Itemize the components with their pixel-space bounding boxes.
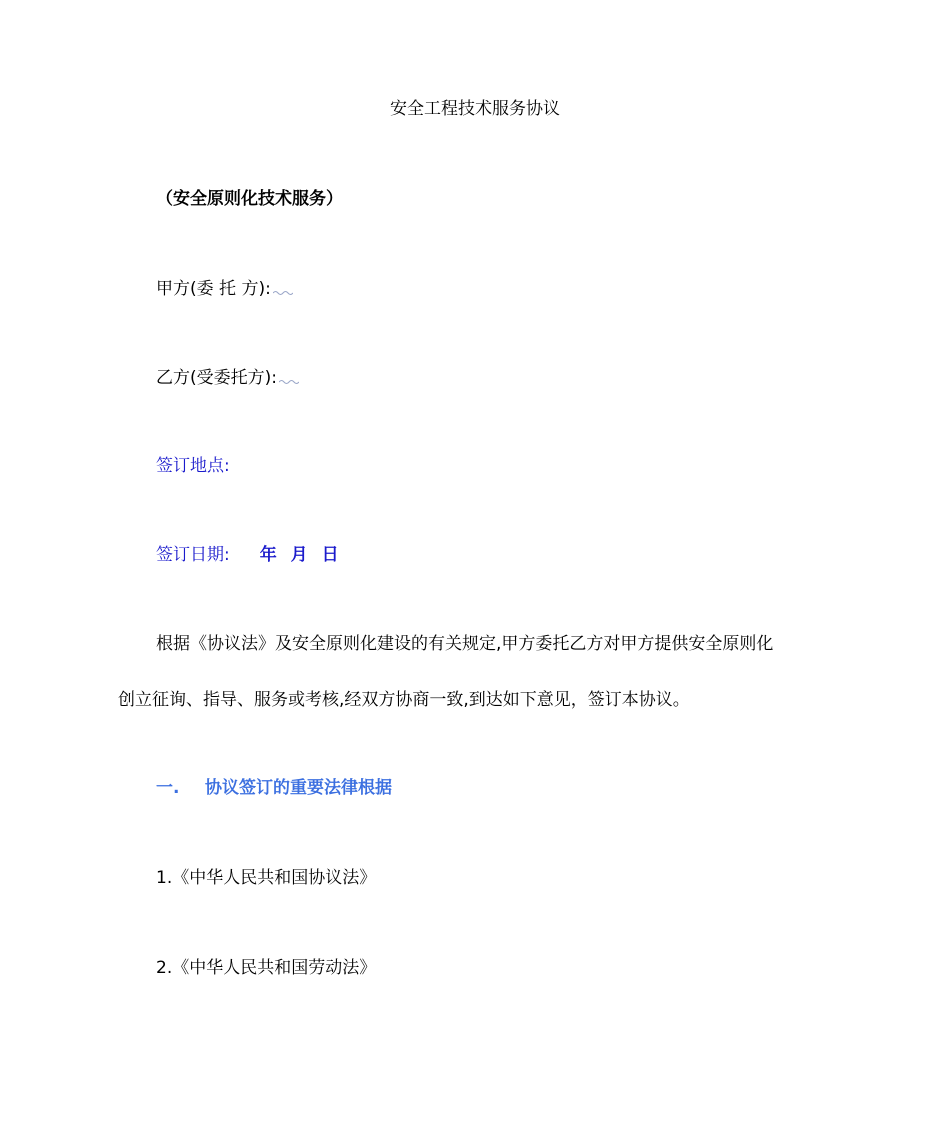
party-a-line: [156, 278, 293, 300]
party-a-label: 甲方(委 托 方):: [156, 279, 271, 299]
section-title: 协议签订的重要法律根据: [205, 778, 392, 798]
sign-place-line: [156, 455, 230, 477]
spellcheck-squiggle-icon: [279, 379, 299, 385]
spellcheck-squiggle-icon: [273, 290, 293, 296]
intro-paragraph-line-2: 创立征询、指导、服务或考核,经双方协商一致,到达如下意见，签订本协议。: [118, 690, 690, 710]
sign-date-value: 年 月 日: [259, 545, 340, 565]
sign-date-line: [156, 544, 340, 566]
document-title: 安全工程技术服务协议: [390, 99, 560, 119]
party-b-line: [156, 367, 299, 389]
section-number: 一.: [156, 778, 180, 798]
section-heading: [156, 777, 392, 799]
sign-place-label: 签订地点:: [156, 456, 230, 476]
law-list-item: 1.《中华人民共和国协议法》: [156, 868, 377, 888]
party-b-label: 乙方(受委托方):: [156, 368, 277, 388]
intro-paragraph-line-1: 根据《协议法》及安全原则化建设的有关规定,甲方委托乙方对甲方提供安全原则化: [156, 634, 774, 654]
sign-date-label: 签订日期:: [156, 545, 230, 565]
document-subtitle: （安全原则化技术服务）: [156, 189, 343, 209]
law-list-item: 2.《中华人民共和国劳动法》: [156, 958, 377, 978]
